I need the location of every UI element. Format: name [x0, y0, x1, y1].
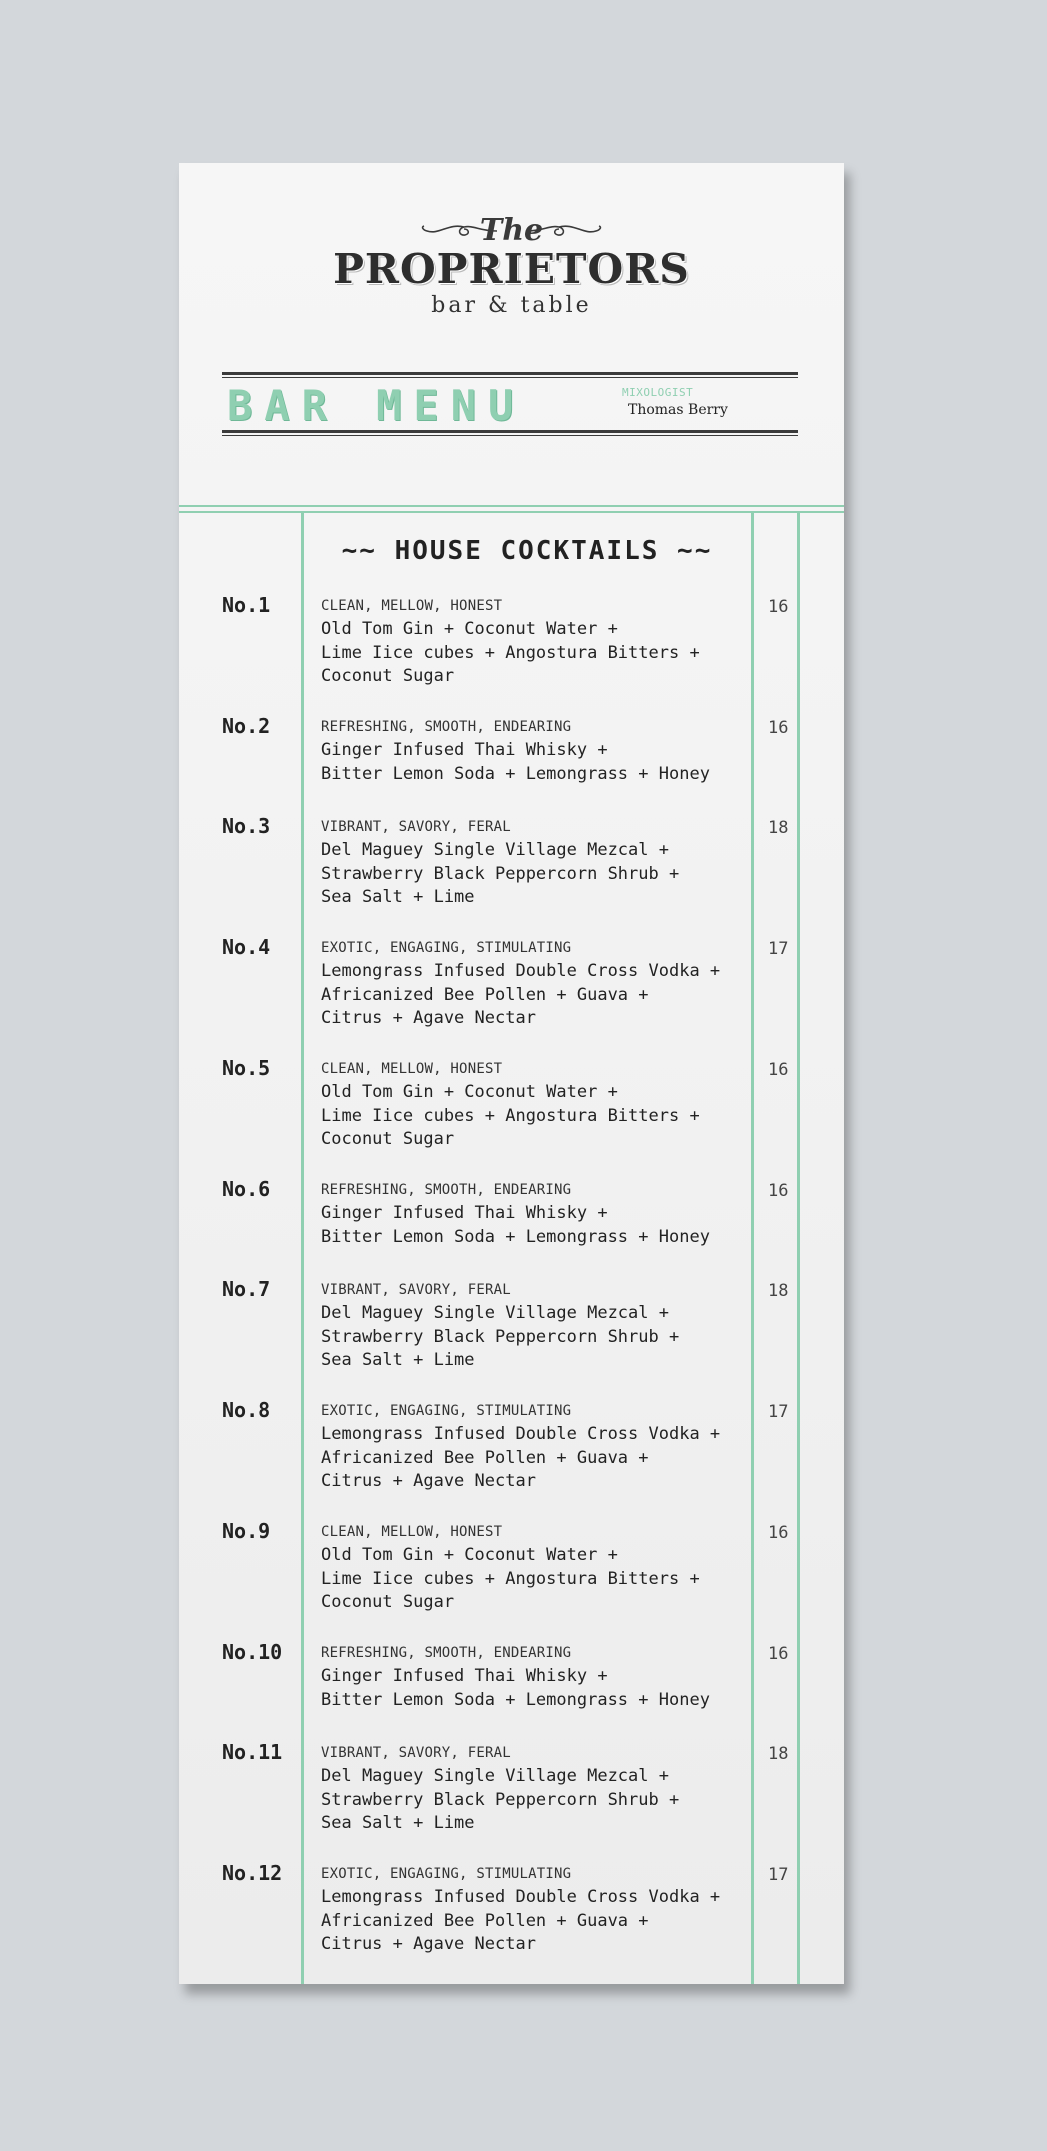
- ingredient-line: Citrus + Agave Nectar: [321, 1471, 536, 1491]
- ingredient-line: Strawberry Black Peppercorn Shrub +: [321, 1326, 680, 1347]
- item-price: 18: [768, 1281, 789, 1301]
- item-tagline: CLEAN, MELLOW, HONEST: [321, 1061, 503, 1077]
- ingredient-line: Coconut Sugar: [321, 1129, 455, 1149]
- header-rule-top: [222, 372, 798, 378]
- item-tagline: VIBRANT, SAVORY, FERAL: [321, 819, 511, 835]
- ingredient-line: Strawberry Black Peppercorn Shrub +: [321, 1789, 680, 1810]
- list-item: [179, 816, 844, 937]
- item-ingredients: [321, 960, 751, 1031]
- list-item: [179, 595, 844, 716]
- flourish-left-icon: [419, 221, 499, 241]
- ingredient-line: Africanized Bee Pollen + Guava +: [321, 1447, 649, 1468]
- list-item: [179, 1742, 844, 1863]
- grid-rule-top: [179, 505, 844, 507]
- ingredient-line: Bitter Lemon Soda + Lemongrass + Honey: [321, 1226, 710, 1247]
- list-item: [179, 1521, 844, 1642]
- item-price: 17: [768, 1402, 789, 1422]
- ingredient-line: Lemongrass Infused Double Cross Vodka +: [321, 1887, 721, 1907]
- item-ingredients: [321, 1302, 751, 1373]
- list-item: [179, 1400, 844, 1521]
- flourish-right-icon: [524, 221, 604, 241]
- ingredient-line: Africanized Bee Pollen + Guava +: [321, 984, 649, 1005]
- section-title: ~~ HOUSE COCKTAILS ~~: [341, 536, 713, 566]
- ingredient-line: Coconut Sugar: [321, 1592, 455, 1612]
- ingredient-line: Sea Salt + Lime: [321, 1350, 475, 1370]
- ingredient-line: Bitter Lemon Soda + Lemongrass + Honey: [321, 1689, 710, 1710]
- item-price: 18: [768, 1744, 789, 1764]
- item-price: 16: [768, 1523, 789, 1543]
- item-price: 17: [768, 1865, 789, 1885]
- item-ingredients: [321, 1886, 751, 1957]
- ingredient-line: Del Maguey Single Village Mezcal +: [321, 840, 669, 860]
- item-price: 16: [768, 1181, 789, 1201]
- item-number: No.7: [222, 1277, 271, 1301]
- logo-the: The: [479, 213, 544, 248]
- item-price: 17: [768, 939, 789, 959]
- item-ingredients: [321, 1202, 751, 1249]
- header-rule-bottom: [222, 430, 798, 436]
- ingredient-line: Lemongrass Infused Double Cross Vodka +: [321, 961, 721, 981]
- item-number: No.10: [222, 1640, 283, 1664]
- item-number: No.12: [222, 1861, 283, 1885]
- ingredient-line: Strawberry Black Peppercorn Shrub +: [321, 863, 680, 884]
- item-number: No.2: [222, 714, 271, 738]
- list-item: [179, 1279, 844, 1400]
- menu-card: [179, 163, 844, 1984]
- item-price: 16: [768, 718, 789, 738]
- item-tagline: REFRESHING, SMOOTH, ENDEARING: [321, 1182, 572, 1198]
- item-ingredients: [321, 739, 751, 786]
- list-item: [179, 1179, 844, 1279]
- ingredient-line: Lemongrass Infused Double Cross Vodka +: [321, 1424, 721, 1444]
- item-price: 18: [768, 818, 789, 838]
- item-tagline: EXOTIC, ENGAGING, STIMULATING: [321, 1403, 572, 1419]
- grid-rule-top-inner: [179, 511, 844, 513]
- item-number: No.3: [222, 814, 271, 838]
- item-tagline: REFRESHING, SMOOTH, ENDEARING: [321, 1645, 572, 1661]
- item-ingredients: [321, 1665, 751, 1712]
- ingredient-line: Africanized Bee Pollen + Guava +: [321, 1910, 649, 1931]
- mixologist-label: MIXOLOGIST: [622, 386, 694, 399]
- item-price: 16: [768, 1644, 789, 1664]
- cocktail-list: [179, 595, 844, 1984]
- ingredient-line: Lime Iice cubes + Angostura Bitters +: [321, 642, 700, 663]
- header-band: [222, 372, 798, 436]
- ingredient-line: Citrus + Agave Nectar: [321, 1008, 536, 1028]
- item-tagline: REFRESHING, SMOOTH, ENDEARING: [321, 719, 572, 735]
- item-tagline: VIBRANT, SAVORY, FERAL: [321, 1282, 511, 1298]
- ingredient-line: Old Tom Gin + Coconut Water +: [321, 1082, 618, 1102]
- item-number: No.4: [222, 935, 271, 959]
- item-tagline: VIBRANT, SAVORY, FERAL: [321, 1745, 511, 1761]
- ingredient-line: Del Maguey Single Village Mezcal +: [321, 1303, 669, 1323]
- ingredient-line: Coconut Sugar: [321, 666, 455, 686]
- logo-name: PROPRIETORS: [333, 245, 690, 293]
- item-number: No.9: [222, 1519, 271, 1543]
- logo-the-row: [179, 211, 844, 251]
- logo-subtitle: bar & table: [431, 293, 592, 318]
- item-price: 16: [768, 597, 789, 617]
- item-number: No.8: [222, 1398, 271, 1422]
- item-tagline: EXOTIC, ENGAGING, STIMULATING: [321, 940, 572, 956]
- ingredient-line: Ginger Infused Thai Whisky +: [321, 1203, 608, 1223]
- list-item: [179, 716, 844, 816]
- ingredient-line: Bitter Lemon Soda + Lemongrass + Honey: [321, 763, 710, 784]
- item-number: No.5: [222, 1056, 271, 1080]
- ingredient-line: Citrus + Agave Nectar: [321, 1934, 536, 1954]
- item-price: 16: [768, 1060, 789, 1080]
- item-ingredients: [321, 1765, 751, 1836]
- ingredient-line: Ginger Infused Thai Whisky +: [321, 740, 608, 760]
- item-ingredients: [321, 1544, 751, 1615]
- item-ingredients: [321, 1081, 751, 1152]
- ingredient-line: Ginger Infused Thai Whisky +: [321, 1666, 608, 1686]
- list-item: [179, 1058, 844, 1179]
- logo: [179, 211, 844, 321]
- ingredient-line: Del Maguey Single Village Mezcal +: [321, 1766, 669, 1786]
- item-ingredients: [321, 839, 751, 910]
- list-item: [179, 1642, 844, 1742]
- ingredient-line: Sea Salt + Lime: [321, 887, 475, 907]
- ingredient-line: Sea Salt + Lime: [321, 1813, 475, 1833]
- bar-menu-title: BAR MENU: [227, 381, 526, 430]
- ingredient-line: Lime Iice cubes + Angostura Bitters +: [321, 1568, 700, 1589]
- ingredient-line: Lime Iice cubes + Angostura Bitters +: [321, 1105, 700, 1126]
- item-number: No.11: [222, 1740, 283, 1764]
- list-item: [179, 937, 844, 1058]
- item-number: No.1: [222, 593, 271, 617]
- item-ingredients: [321, 1423, 751, 1494]
- mixologist-name: Thomas Berry: [628, 402, 728, 418]
- list-item: [179, 1863, 844, 1984]
- item-tagline: EXOTIC, ENGAGING, STIMULATING: [321, 1866, 572, 1882]
- item-tagline: CLEAN, MELLOW, HONEST: [321, 1524, 503, 1540]
- item-ingredients: [321, 618, 751, 689]
- item-number: No.6: [222, 1177, 271, 1201]
- item-tagline: CLEAN, MELLOW, HONEST: [321, 598, 503, 614]
- ingredient-line: Old Tom Gin + Coconut Water +: [321, 1545, 618, 1565]
- ingredient-line: Old Tom Gin + Coconut Water +: [321, 619, 618, 639]
